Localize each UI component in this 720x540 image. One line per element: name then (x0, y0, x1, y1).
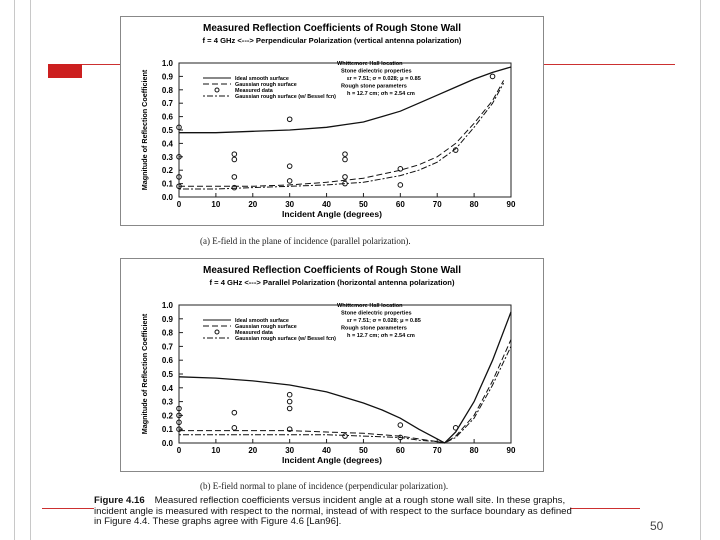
x-tick-label: 20 (248, 200, 258, 209)
info-line: Rough stone parameters (341, 83, 407, 90)
x-tick-label: 50 (358, 200, 368, 209)
data-point (287, 164, 292, 169)
y-tick-label: 0.0 (161, 439, 173, 448)
data-point (287, 399, 292, 404)
y-tick-label: 0.2 (161, 411, 173, 421)
chart-title: Measured Reflection Coefficients of Rough Stone Wall (203, 265, 461, 276)
y-tick-label: 0.7 (161, 342, 173, 352)
chart-panel-a (120, 16, 544, 226)
legend-entry: Ideal smooth surface (235, 318, 289, 324)
footer-rule (42, 508, 94, 509)
panel-a-caption: (a) E-field in the plane of incidence (parallel polarization). (200, 236, 411, 246)
data-point (343, 152, 348, 157)
legend-entry: Gaussian rough surface (235, 82, 297, 88)
data-point (232, 426, 237, 431)
y-tick-label: 0.8 (161, 85, 173, 95)
x-tick-label: 10 (211, 200, 221, 209)
y-axis-label: Magnitude of Reflection Coefficient (140, 313, 149, 435)
page-number: 50 (650, 519, 664, 533)
x-tick-label: 90 (506, 200, 516, 209)
y-tick-label: 1.0 (161, 59, 173, 68)
x-tick-label: 30 (285, 446, 295, 455)
y-tick-label: 0.9 (161, 314, 173, 324)
x-tick-label: 20 (248, 446, 258, 455)
series-line-1 (179, 312, 511, 443)
x-tick-label: 50 (358, 446, 368, 455)
x-tick-label: 80 (469, 446, 479, 455)
chart-title: Measured Reflection Coefficients of Rough Stone Wall (203, 23, 461, 34)
left-margin-line (14, 0, 15, 540)
y-tick-label: 0.8 (161, 328, 173, 338)
y-tick-label: 0.4 (161, 383, 173, 393)
legend-entry: Gaussian rough surface (w/ Bessel fcn) (235, 336, 336, 342)
info-line: h = 12.7 cm; σh = 2.54 cm (347, 333, 415, 339)
series-line-3 (179, 346, 511, 443)
info-line: Whittemore Hall location (337, 303, 403, 309)
x-tick-label: 70 (432, 200, 442, 209)
x-tick-label: 0 (176, 200, 182, 209)
data-point (232, 175, 237, 180)
x-axis-label: Incident Angle (degrees) (282, 209, 382, 219)
x-tick-label: 40 (322, 200, 332, 209)
data-point (343, 157, 348, 162)
chart-panel-b (120, 258, 544, 472)
info-line: h = 12.7 cm; σh = 2.54 cm (347, 91, 415, 97)
chart-subtitle: f = 4 GHz <---> Perpendicular Polarization (vertical antenna polarization) (202, 36, 462, 45)
figure-caption-text: Measured reflection coefficients versus incident angle at a rough stone wall site. In these graphs, incident angle is measured with respect to the normal, instead of with respect to the surface boundary as defined in Figure 4.4. These graphs agree with Figure 4.6 [Lan96]. (94, 495, 572, 528)
y-tick-label: 0.3 (161, 397, 173, 407)
figure-caption (94, 496, 574, 528)
x-tick-label: 40 (322, 446, 332, 455)
info-line: Whittemore Hall location (337, 61, 403, 67)
y-tick-label: 0.1 (161, 179, 173, 189)
info-line: Stone dielectric properties (341, 310, 412, 317)
y-tick-label: 0.9 (161, 72, 173, 82)
data-point (398, 167, 403, 172)
x-tick-label: 70 (432, 446, 442, 455)
figure-label: Figure 4.16 (94, 495, 145, 506)
right-margin-line (700, 0, 701, 540)
y-tick-label: 0.2 (161, 166, 173, 176)
y-tick-label: 0.4 (161, 139, 173, 149)
legend-entry: Gaussian rough surface (235, 324, 297, 330)
data-point (490, 74, 495, 79)
y-tick-label: 0.7 (161, 99, 173, 109)
y-tick-label: 0.6 (161, 112, 173, 122)
series-line-1 (179, 67, 511, 133)
y-tick-label: 0.5 (161, 370, 173, 379)
series-line-3 (179, 83, 504, 189)
series-line-2 (179, 340, 511, 444)
data-point (343, 434, 348, 439)
y-tick-label: 0.5 (161, 126, 173, 135)
accent-bar (48, 64, 82, 78)
data-point (232, 410, 237, 415)
panel-b-caption: (b) E-field normal to plane of incidence (perpendicular polarization). (200, 481, 449, 491)
y-axis-label: Magnitude of Reflection Coefficient (140, 69, 149, 191)
data-point (398, 183, 403, 188)
info-line: Rough stone parameters (341, 325, 407, 332)
legend-marker (215, 88, 219, 92)
title-rule-right (543, 64, 675, 65)
legend-entry: Measured data (235, 330, 273, 336)
data-point (453, 426, 458, 431)
info-line: εr = 7.51; σ = 0.028; μ = 0.85 (347, 318, 421, 324)
data-point (343, 175, 348, 180)
x-tick-label: 10 (211, 446, 221, 455)
chart-a (121, 17, 543, 225)
info-line: εr = 7.51; σ = 0.028; μ = 0.85 (347, 76, 421, 82)
title-rule (82, 64, 120, 65)
data-point (287, 117, 292, 122)
y-tick-label: 0.0 (161, 193, 173, 202)
data-point (398, 423, 403, 428)
legend-entry: Measured data (235, 88, 273, 94)
x-tick-label: 60 (395, 200, 405, 209)
data-point (287, 179, 292, 184)
data-point (287, 392, 292, 397)
legend-entry: Ideal smooth surface (235, 76, 289, 82)
x-tick-label: 80 (469, 200, 479, 209)
x-tick-label: 90 (506, 446, 516, 455)
y-tick-label: 1.0 (161, 301, 173, 310)
footer-rule-right (570, 508, 640, 509)
left-margin-line-2 (30, 0, 31, 540)
x-axis-label: Incident Angle (degrees) (282, 455, 382, 465)
y-tick-label: 0.3 (161, 152, 173, 162)
x-tick-label: 60 (395, 446, 405, 455)
chart-subtitle: f = 4 GHz <---> Parallel Polarization (horizontal antenna polarization) (209, 278, 455, 287)
chart-b (121, 259, 543, 471)
data-point (287, 406, 292, 411)
y-tick-label: 0.1 (161, 425, 173, 435)
x-tick-label: 30 (285, 200, 295, 209)
y-tick-label: 0.6 (161, 356, 173, 366)
data-point (232, 152, 237, 157)
info-line: Stone dielectric properties (341, 68, 412, 75)
legend-marker (215, 330, 219, 334)
data-point (232, 157, 237, 162)
x-tick-label: 0 (176, 446, 182, 455)
legend-entry: Gaussian rough surface (w/ Bessel fcn) (235, 94, 336, 100)
